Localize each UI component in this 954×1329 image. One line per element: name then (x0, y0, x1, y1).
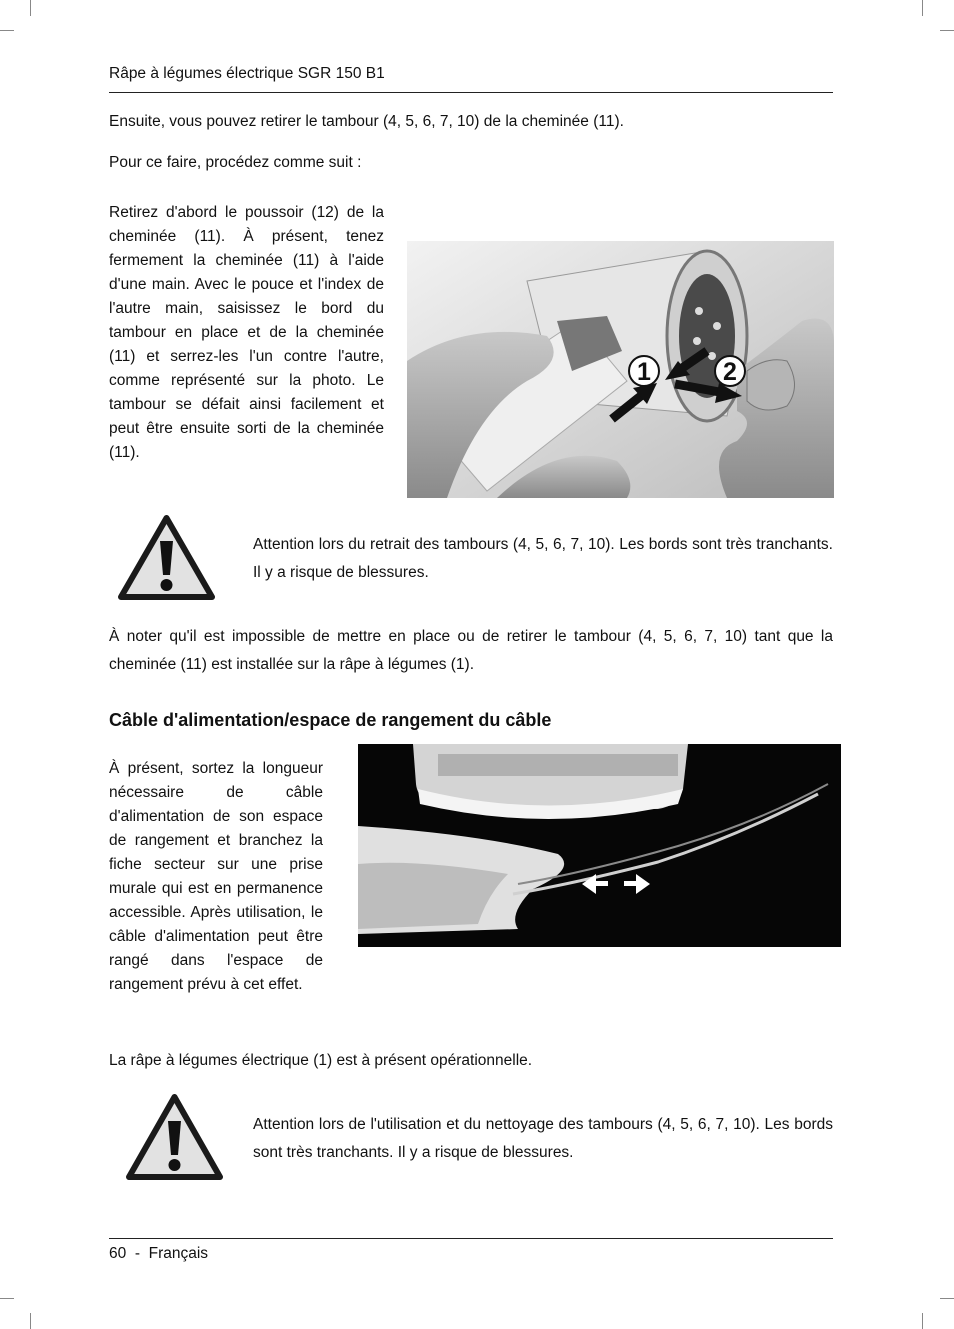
crop-mark (30, 1313, 31, 1329)
photo-drum-removal (407, 241, 834, 498)
paragraph-intro: Ensuite, vous pouvez retirer le tambour (4, 5, 6, 7, 10) de la cheminée (11). (109, 113, 624, 130)
warning-text-drum-removal: Attention lors du retrait des tambours (4, 5, 6, 7, 10). Les bords sont très tranchants. Il y a risque de blessures. (253, 536, 833, 581)
crop-mark (0, 30, 14, 31)
warning-text-drum-cleaning: Attention lors de l'utilisation et du nettoyage des tambours (4, 5, 6, 7, 10). Les bords sont très tranchants. Il y a risque de blessures. (253, 1116, 833, 1161)
paragraph-instructions: Retirez d'abord le poussoir (12) de la cheminée (11). À présent, tenez fermement la cheminée (11) à l'aide d'une main. Avec le pouce et l'index de l'autre main, saisissez le bord du tambour en place et de la cheminée (11) et serrez-les l'un contre l'autre, comme représenté sur la photo. Le tambour se défait ainsi facilement et peut être ensuite sorti de la cheminée (11). (109, 204, 384, 461)
paragraph-power-cable: À présent, sortez la longueur nécessaire de câble d'alimentation de son espace de rangement et branchez la fiche secteur sur une prise murale qui est en permanence accessible. Après utilisation, le câble d'alimentation peut être rangé dans l'espace de rangement prévu à cet effet. (109, 760, 323, 993)
warning-triangle-icon (126, 1094, 223, 1180)
photo-label-2: 2 (723, 358, 737, 386)
photo-cable-storage (358, 744, 841, 947)
crop-mark (940, 1298, 954, 1299)
paragraph-procedure: Pour ce faire, procédez comme suit : (109, 154, 362, 171)
paragraph-note: À noter qu'il est impossible de mettre en place ou de retirer le tambour (4, 5, 6, 7, 10) tant que la cheminée (11) est installée sur la râpe à légumes (1). (109, 628, 833, 673)
photo-label-1: 1 (637, 358, 651, 386)
crop-mark (922, 0, 923, 16)
section-heading: Câble d'alimentation/espace de rangement du câble (109, 710, 552, 730)
header-rule (109, 92, 833, 93)
running-header: Râpe à légumes électrique SGR 150 B1 (109, 65, 385, 82)
crop-mark (940, 30, 954, 31)
page-footer: 60 - Français (109, 1245, 209, 1262)
warning-triangle-icon (118, 515, 215, 600)
crop-mark (922, 1313, 923, 1329)
paragraph-operational: La râpe à légumes électrique (1) est à présent opérationnelle. (109, 1052, 533, 1069)
crop-mark (30, 0, 31, 16)
footer-rule (109, 1238, 833, 1239)
crop-mark (0, 1298, 14, 1299)
